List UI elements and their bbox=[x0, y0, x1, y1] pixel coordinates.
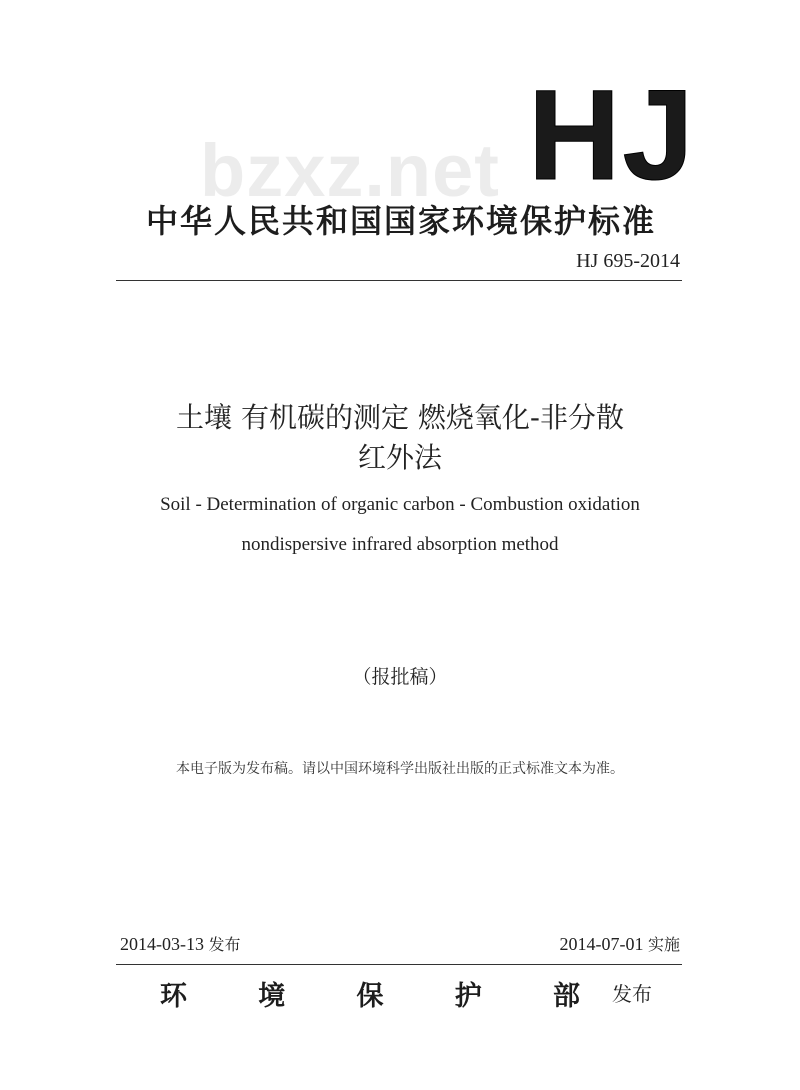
publisher-char: 保 bbox=[356, 981, 384, 1012]
issue-date: 2014-03-13 bbox=[120, 934, 204, 954]
hj-logo: HJ bbox=[528, 64, 696, 207]
publisher-name bbox=[160, 974, 580, 1013]
publisher-suffix: 发布 bbox=[612, 982, 652, 1006]
title-en-line-1: Soil - Determination of organic carbon - Combustion oxidation bbox=[160, 494, 640, 515]
standard-code: HJ 695-2014 bbox=[576, 250, 680, 272]
issue-date-line bbox=[120, 932, 241, 955]
publisher-char: 环 bbox=[160, 981, 187, 1012]
publication-notice: 本电子版为发布稿。请以中国环境科学出版社出版的正式标准文本为准。 bbox=[176, 761, 624, 777]
effective-date: 2014-07-01 bbox=[559, 934, 644, 954]
draft-status: （报批稿） bbox=[352, 666, 448, 688]
header-divider bbox=[116, 280, 682, 281]
publisher-char: 护 bbox=[454, 981, 482, 1012]
title-cn-line-1: 土壤 有机碳的测定 燃烧氧化-非分散 bbox=[176, 401, 624, 434]
publisher-char: 境 bbox=[258, 981, 286, 1012]
effective-date-line bbox=[559, 932, 680, 955]
effective-label: 实施 bbox=[647, 935, 680, 954]
issuing-organization: 中华人民共和国国家环境保护标准 bbox=[145, 202, 656, 240]
issue-label: 发布 bbox=[208, 935, 241, 954]
title-cn-line-2: 红外法 bbox=[357, 441, 442, 474]
publisher-char: 部 bbox=[553, 981, 580, 1012]
footer-divider bbox=[116, 964, 682, 965]
title-en-line-2: nondispersive infrared absorption method bbox=[241, 534, 559, 555]
watermark: bzxz.net bbox=[200, 129, 500, 212]
